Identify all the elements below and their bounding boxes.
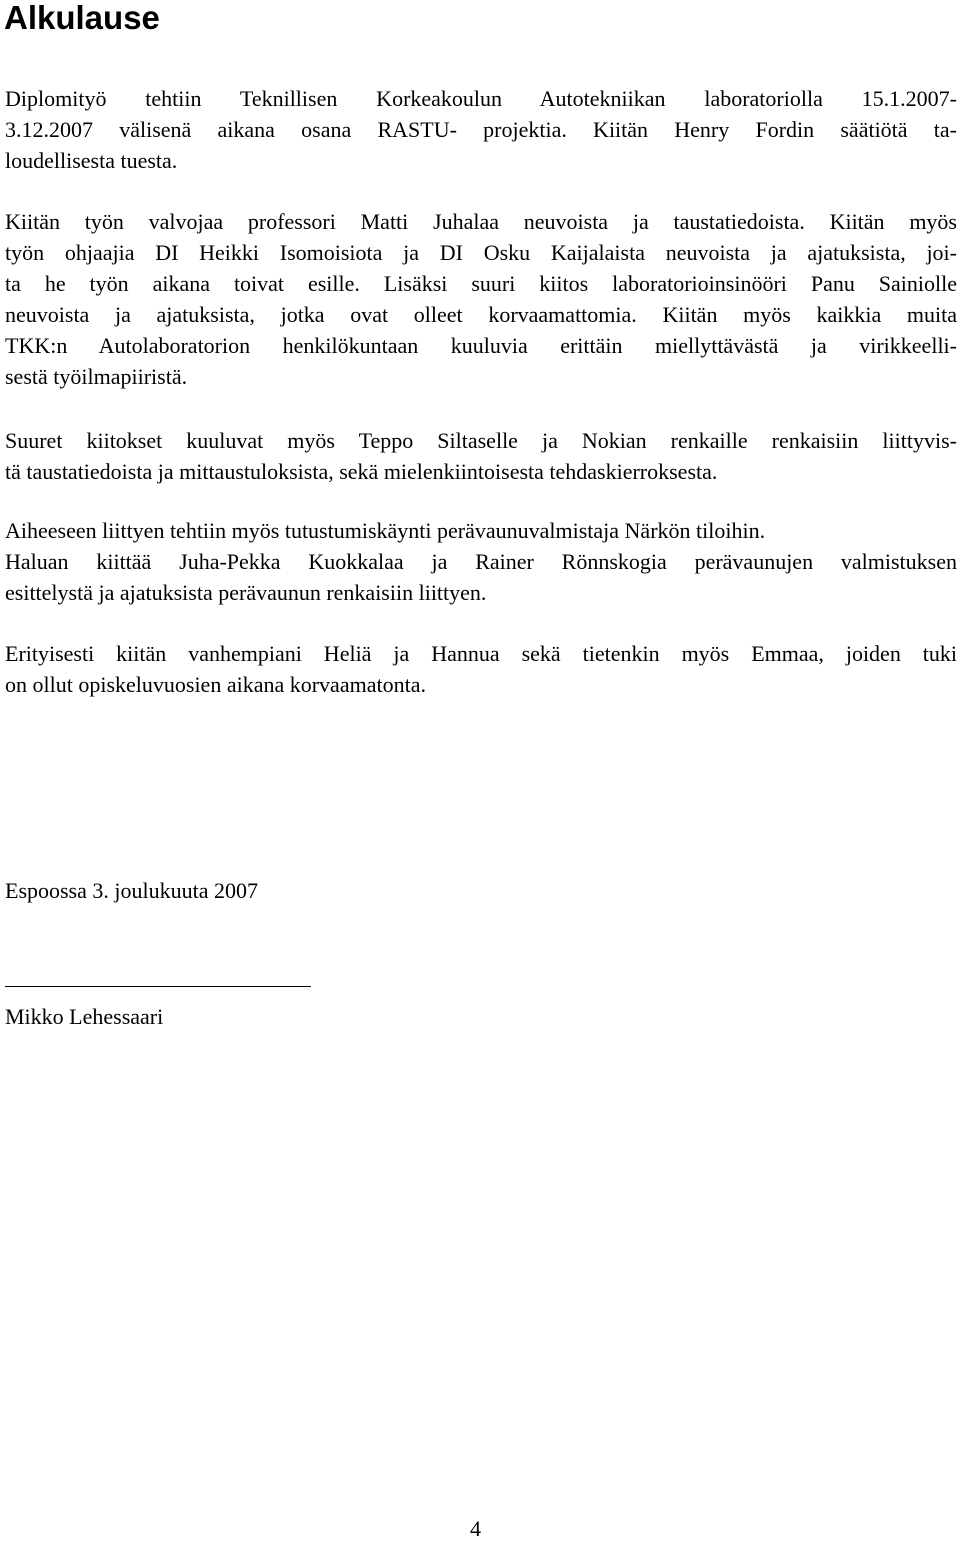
- paragraph-line: TKK:n Autolaboratorion henkilökuntaan kuuluvia erittäin miellyttävästä ja virikkeelli-: [5, 333, 957, 358]
- paragraph-line: esittelystä ja ajatuksista perävaunun renkaisiin liittyen.: [5, 580, 487, 605]
- place-date: Espoossa 3. joulukuuta 2007: [5, 878, 258, 903]
- paragraph-line: Suuret kiitokset kuuluvat myös Teppo Siltaselle ja Nokian renkaille renkaisiin liittyvis-: [5, 428, 957, 453]
- paragraph-5: [5, 638, 957, 700]
- paragraph-line: ta he työn aikana toivat esille. Lisäksi suuri kiitos laboratorioinsinööri Panu Sainiolle: [5, 271, 957, 296]
- paragraph-line: tä taustatiedoista ja mittaustuloksista, sekä mielenkiintoisesta tehdaskierroksesta.: [5, 459, 718, 484]
- paragraph-1: [5, 83, 957, 176]
- paragraph-line: on ollut opiskeluvuosien aikana korvaamatonta.: [5, 672, 426, 697]
- paragraph-4: [5, 515, 957, 608]
- signature-line: [5, 986, 311, 987]
- paragraph-line: Kiitän työn valvojaa professori Matti Juhalaa neuvoista ja taustatiedoista. Kiitän myös: [5, 209, 957, 234]
- paragraph-line: loudellisesta tuesta.: [5, 148, 178, 173]
- paragraph-line: Diplomityö tehtiin Teknillisen Korkeakoulun Autotekniikan laboratoriolla 15.1.2007-: [5, 86, 957, 111]
- paragraph-line: 3.12.2007 välisenä aikana osana RASTU- projektia. Kiitän Henry Fordin säätiötä ta-: [5, 117, 957, 142]
- paragraph-line: Erityisesti kiitän vanhempiani Heliä ja Hannua sekä tietenkin myös Emmaa, joiden tuki: [5, 641, 957, 666]
- paragraph-2: [5, 206, 957, 392]
- paragraph-line: työn ohjaajia DI Heikki Isomoisiota ja DI Osku Kaijalaista neuvoista ja ajatuksista, joi-: [5, 240, 957, 265]
- paragraph-line: Aiheeseen liittyen tehtiin myös tutustumiskäynti perävaunuvalmistaja Närkön tiloihin.: [5, 518, 766, 543]
- paragraph-line: Haluan kiittää Juha-Pekka Kuokkalaa ja Rainer Rönnskogia perävaunujen valmistuksen: [5, 549, 957, 574]
- page-number: 4: [470, 1516, 481, 1541]
- paragraph-3: [5, 425, 957, 487]
- signer-name: Mikko Lehessaari: [5, 1004, 164, 1029]
- paragraph-line: sestä työilmapiiristä.: [5, 364, 188, 389]
- paragraph-line: neuvoista ja ajatuksista, jotka ovat olleet korvaamattomia. Kiitän myös kaikkia muita: [5, 302, 957, 327]
- page-heading: Alkulause: [4, 0, 160, 36]
